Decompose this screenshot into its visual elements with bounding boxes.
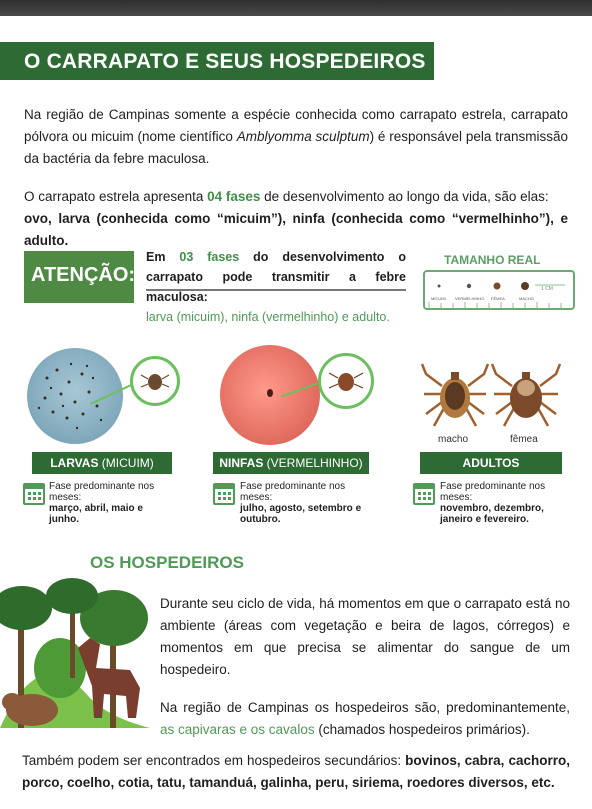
stage-title: ADULTOS [462,456,520,470]
intro-text-end: ) é responsável pela transmissão da bactéria da febre maculosa. [24,129,568,166]
intro-text: de desenvolvimento ao longo da vida, são elas: [260,189,549,204]
att-t3: pode transmitir a febre maculosa: [146,270,406,304]
calendar-icon [213,483,235,505]
scientific-name: Amblyomma sculptum [236,129,370,144]
phase-months: novembro, dezembro, janeiro e fevereiro. [440,503,544,525]
stage-band-ninfas [213,452,369,474]
phase-intro: Fase predominante nos meses: [440,481,546,503]
phases-list: ovo, larva (conhecida como “micuim”), ninfa (conhecida como “vermelhinho”), e adulto. [24,211,568,248]
calendar-icon [23,483,45,505]
ruler-item-vermelhinho: VERMELHINHO [455,296,485,301]
stage-subtitle: (VERMELHINHO) [266,456,363,470]
hosts-text: Na região de Campinas os hospedeiros são, predominantemente, [160,700,570,715]
primary-hosts: as capivaras e os cavalos [160,722,315,737]
female-tick-icon [494,283,501,290]
ruler-item-femea: FÊMEA [491,296,505,301]
nymph-photo [220,345,320,445]
att-t2: do desenvolvimento o carrapato [146,250,406,284]
male-tick-image [420,356,490,432]
male-tick-icon [521,282,529,290]
stage-title: NINFAS [219,456,264,470]
hosts-paragraph-1: Durante seu ciclo de vida, há momentos em que o carrapato está no ambiente (áreas com vegetação e beira de lagos, córregos) e momentos em que precisa se alimentar do sangue de um hospedeiro. [160,596,570,677]
att-phases: 03 fases [179,250,240,264]
intro-paragraph-2 [24,186,568,252]
ruler-unit: 1 CM [541,286,553,292]
vermelhinho-icon [467,284,471,288]
tick-icon [321,356,371,406]
stage-subtitle: (MICUIM) [101,456,154,470]
stage-title: LARVAS [50,456,99,470]
phase-intro: Fase predominante nos meses: [240,481,346,503]
hosts-illustration [0,578,160,738]
phase-months: julho, agosto, setembro e outubro. [240,503,362,525]
nymph-on-skin [220,345,320,445]
stage-band-adultos [420,452,562,474]
secondary-hosts-intro: Também podem ser encontrados em hospedeiros secundários: [22,753,406,768]
phases-count: 04 fases [207,189,261,204]
phase-adultos [440,481,566,525]
phase-larvas [49,481,169,525]
secondary-hosts-list: bovinos, cabra, cachorro, porco, coelho, cotia, tatu, tamanduá, galinha, peru, siriema, roedores diversos, etc. [22,753,570,790]
page-title: O CARRAPATO E SEUS HOSPEDEIROS [24,50,426,73]
att-t1: Em [146,250,180,264]
attention-text [146,247,406,327]
ruler-title: TAMANHO REAL [444,253,541,267]
nymph-zoom [318,353,374,409]
ruler-item-micuim: MICUIM [431,296,446,301]
top-bar [0,0,592,16]
female-label: fêmea [510,434,538,445]
male-label: macho [438,434,469,445]
attention-label: ATENÇÃO: [31,264,136,286]
ruler-item-macho: MACHO [519,296,534,301]
phase-intro: Fase predominante nos meses: [49,481,155,503]
att-stages: larva (micuim), ninfa (vermelhinho) e adulto. [146,310,390,324]
intro-text: O carrapato estrela apresenta [24,189,208,204]
hosts-paragraph-2 [160,697,570,741]
hosts-text-end: (chamados hospedeiros primários). [314,722,530,737]
intro-paragraph-1 [24,104,568,170]
female-tick-image [490,356,562,432]
larva-zoom [130,356,180,406]
attention-underline [146,289,406,291]
stage-band-larvas [32,452,172,474]
micuim-icon [438,285,441,288]
hosts-title: OS HOSPEDEIROS [90,553,244,572]
intro-text: Na região de Campinas somente a espécie conhecida como carrapato estrela, carrapato pólvora ou micuim (nome científico [24,107,568,144]
tick-icon [133,359,177,403]
hosts-paragraph-3 [22,750,570,794]
size-ruler [423,270,575,310]
phase-months: março, abril, maio e junho. [49,503,143,525]
phase-ninfas [240,481,370,525]
calendar-icon [413,483,435,505]
